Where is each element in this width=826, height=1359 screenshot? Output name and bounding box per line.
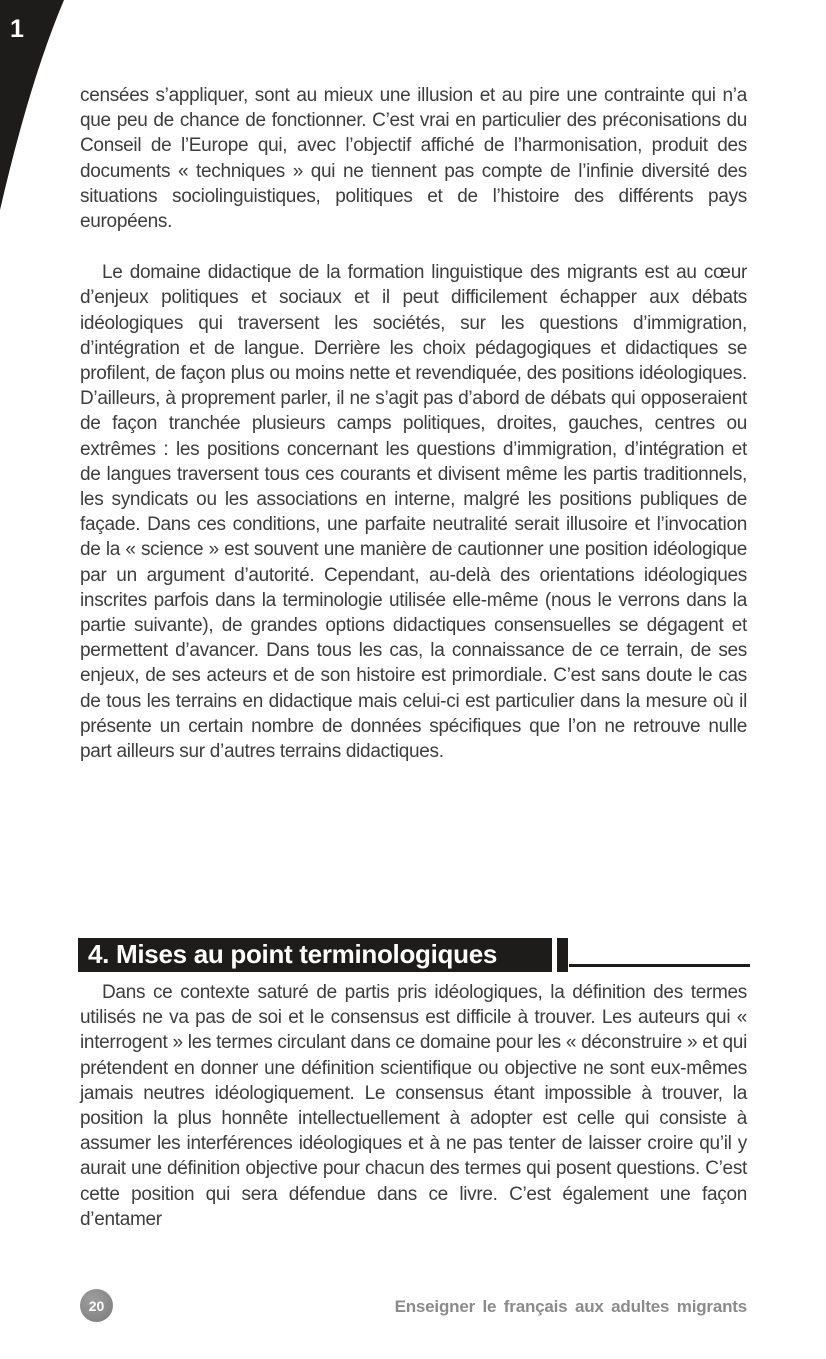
section-heading-end-block	[557, 938, 568, 972]
section-heading-bar: 4. Mises au point terminologiques	[78, 938, 552, 972]
chapter-corner-tab	[0, 0, 70, 215]
chapter-number: 1	[10, 15, 24, 43]
section-heading-rule-line	[569, 964, 750, 967]
section-heading	[78, 938, 750, 972]
body-text-block	[80, 980, 747, 1232]
paragraph: Le domaine didactique de la formation linguistique des migrants est au cœur d’enjeux politiques et sociaux et il peut difficilement échapper aux débats idéologiques qui traversent les sociétés, sur les questions d’immigration, d’intégration et de langue. Derrière les choix pédagogiques et didactiques se profilent, de façon plus ou moins nette et revendiquée, des positions idéologiques. D’ailleurs, à proprement parler, il ne s’agit pas d’abord de débats qui opposeraient de façon tranchée plusieurs camps politiques, droites, gauches, centres ou extrêmes : les positions concernant les questions d’immigration, d’intégration et de langues traversent tous ces courants et divisent même les partis traditionnels, les syndicats ou les associations en interne, malgré les positions publiques de façade. Dans ces conditions, une parfaite neutralité serait illusoire et l’invocation de la « science » est souvent une manière de cautionner une position idéologique par un argument d’autorité. Cependant, au-delà des orientations idéologiques inscrites parfois dans la terminologie utilisée elle-même (nous le verrons dans la partie suivante), de grandes options didactiques consensuelles se dégagent et permettent d’avancer. Dans tous les cas, la connaissance de ce terrain, de ses enjeux, de ses acteurs et de son histoire est primordiale. C’est sans doute le cas de tous les terrains en didactique mais celui-ci est particulier dans la mesure où il présente un certain nombre de données spécifiques que l’on ne retrouve nulle part ailleurs sur d’autres terrains didactiques.	[80, 262, 747, 763]
paragraph: censées s’appliquer, sont au mieux une illusion et au pire une contrainte qui n’a que peu de chance de fonctionner. C’est vrai en particulier des préconisations du Conseil de l’Europe qui, avec l’objectif affiché de l’harmonisation, produit des documents « techniques » qui ne tiennent pas compte de l’infinie diversité des situations sociolinguistiques, politiques et de l’histoire des différents pays européens.	[80, 85, 747, 233]
body-text-block	[80, 83, 747, 764]
page-number-badge: 20	[80, 1289, 113, 1322]
running-footer-title: Enseigner le français aux adultes migrants	[394, 1297, 747, 1316]
paragraph: Dans ce contexte saturé de partis pris idéologiques, la définition des termes utilisés ne va pas de soi et le consensus est difficile à trouver. Les auteurs qui « interrogent » les termes circulant dans ce domaine pour les « déconstruire » et qui prétendent en donner une définition scientifique ou objective ne sont eux-mêmes jamais neutres idéologiquement. Le consensus étant impossible à trouver, la position la plus honnête intellectuellement à adopter est celle qui consiste à assumer les interférences idéologiques et à ne pas tenter de laisser croire qu’il y aurait une définition objective pour chacun des termes qui posent questions. C’est cette position qui sera défendue dans ce livre. C’est également une façon d’entamer	[80, 982, 747, 1230]
